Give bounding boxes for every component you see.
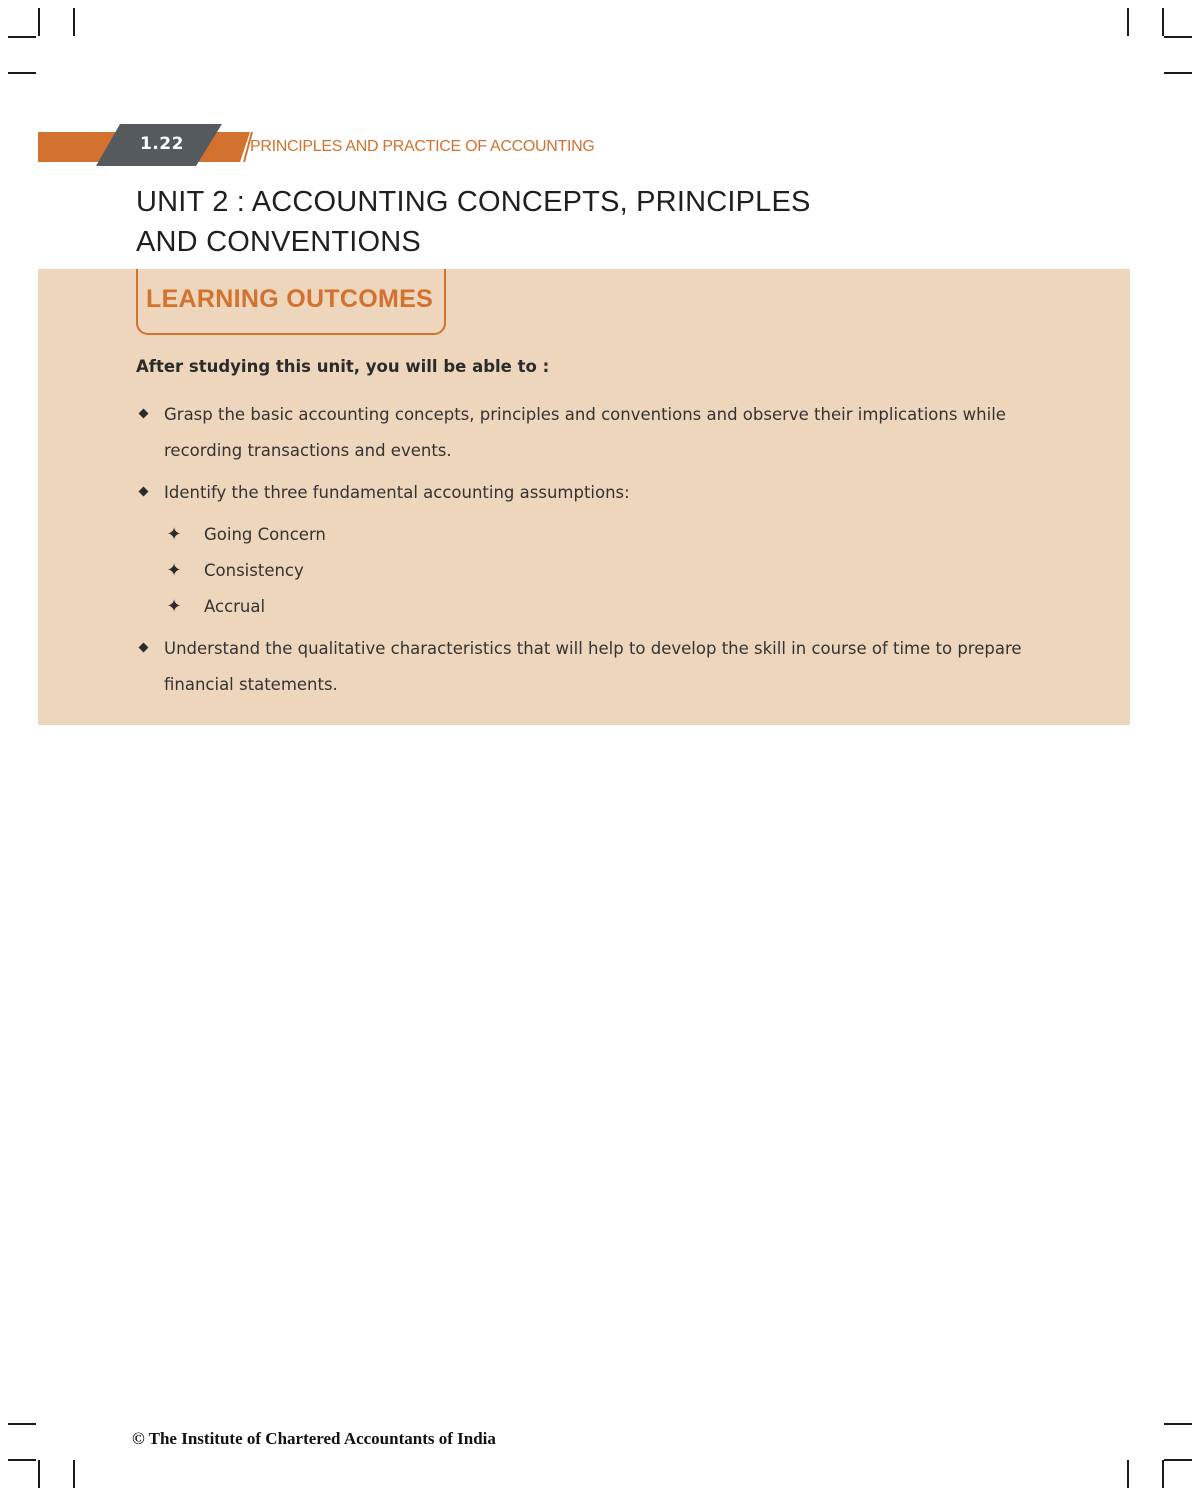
learning-outcomes-tab: [136, 269, 446, 335]
diamond-bullet-icon: [139, 487, 149, 497]
crop-mark: [38, 1460, 40, 1488]
assumption-text: Going Concern: [204, 525, 326, 544]
crop-mark: [73, 1460, 75, 1488]
header-band: [0, 0, 1200, 200]
list-item: [136, 397, 1056, 469]
copyright-footer: © The Institute of Chartered Accountants of India: [132, 1429, 496, 1448]
unit-title: [136, 182, 811, 262]
list-item: [136, 475, 1056, 625]
outcomes-intro: After studying this unit, you will be able to :: [136, 357, 550, 376]
crop-mark: [1127, 1460, 1129, 1488]
unit-title-line: AND CONVENTIONS: [136, 226, 421, 258]
crop-mark: [8, 1423, 36, 1425]
learning-outcomes-heading: LEARNING OUTCOMES: [146, 285, 434, 313]
crop-mark: [1164, 1423, 1192, 1425]
running-head: PRINCIPLES AND PRACTICE OF ACCOUNTING: [250, 138, 595, 155]
assumptions-list: [164, 517, 1056, 625]
crop-mark: [1162, 1460, 1164, 1488]
assumption-item: [164, 517, 1056, 553]
outcomes-list: [136, 397, 1056, 703]
assumption-text: Accrual: [204, 597, 266, 616]
page-number: 1.22: [140, 134, 184, 154]
list-item: [136, 631, 1056, 703]
learning-outcomes-box: [38, 269, 1130, 725]
diamond-bullet-icon: [139, 643, 149, 653]
diamond-bullet-icon: [139, 409, 149, 419]
crop-mark: [8, 1459, 36, 1461]
unit-title-line: UNIT 2 : ACCOUNTING CONCEPTS, PRINCIPLES: [136, 186, 811, 218]
crop-mark: [1164, 1459, 1192, 1461]
list-item-text: Identify the three fundamental accounting assumptions:: [164, 483, 630, 502]
assumption-item: [164, 553, 1056, 589]
four-point-star-icon: ✦: [166, 524, 182, 545]
four-point-star-icon: ✦: [166, 596, 182, 617]
assumption-text: Consistency: [204, 561, 304, 580]
assumption-item: [164, 589, 1056, 625]
four-point-star-icon: ✦: [166, 560, 182, 581]
list-item-text: Grasp the basic accounting concepts, principles and conventions and observe their implications while recording transactions and events.: [164, 405, 1006, 460]
list-item-text: Understand the qualitative characteristics that will help to develop the skill in course of time to prepare financial statements.: [164, 639, 1022, 694]
